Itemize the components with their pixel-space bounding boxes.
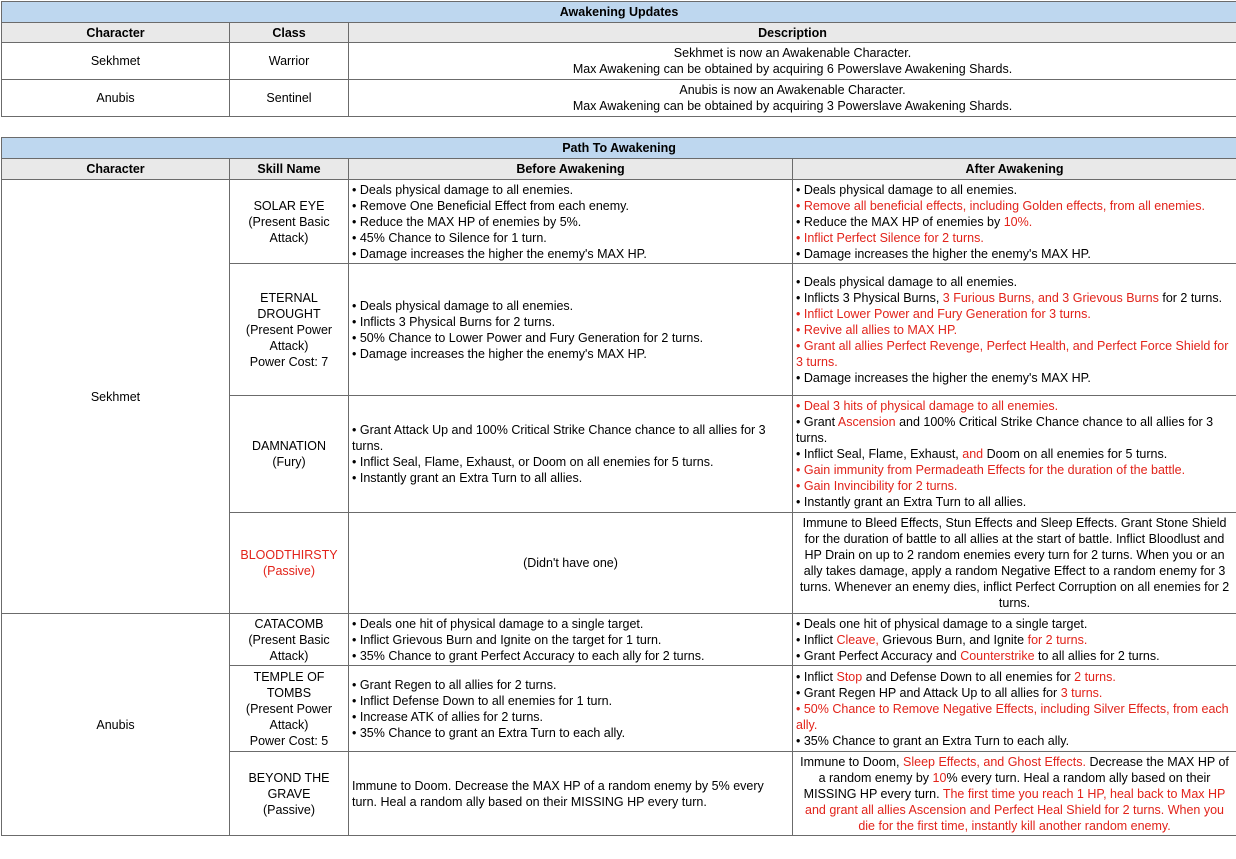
effect-line: • 35% Chance to grant an Extra Turn to each ally. [352, 725, 626, 740]
effect-text: for 2 turns. [1158, 290, 1223, 305]
character-name: Sekhmet [2, 180, 230, 614]
skill-name-line: GRAVE [267, 786, 311, 801]
skill-name-line: BLOODTHIRSTY [240, 548, 338, 562]
effect-line [796, 632, 1233, 648]
effect-line: • Deals one hit of physical damage to a single target. [352, 616, 644, 631]
effect-line: • 35% Chance to grant Perfect Accuracy to each ally for 2 turns. [352, 648, 705, 663]
effect-text: Grievous Burn, and Ignite [878, 632, 1028, 647]
col-header-class: Class [230, 23, 349, 43]
effect-line: • Grant Regen to all allies for 2 turns. [352, 677, 557, 692]
effect-text: • Inflict [796, 632, 837, 647]
before-awakening: (Didn't have one) [349, 513, 793, 614]
col-header-skill-name: Skill Name [230, 159, 349, 180]
effect-line [796, 669, 1233, 685]
skill-name [230, 513, 349, 614]
effect-line: • Deals physical damage to all enemies. [796, 182, 1018, 197]
skill-name-line: (Present Basic [248, 214, 330, 229]
effect-line [796, 648, 1233, 664]
after-awakening [793, 264, 1236, 396]
effect-text-changed: The first time you reach 1 HP, heal back to Max HP and grant all allies Ascension and Perfect Heal Shield for 2 turns. When you die for the first time, instantly kill another random enemy. [805, 786, 1226, 833]
effect-text-changed: 3 turns. [1060, 685, 1103, 700]
table-row [2, 80, 1236, 117]
effect-line [796, 685, 1233, 701]
skill-name [230, 396, 349, 513]
effect-line-changed: • Inflict Lower Power and Fury Generation for 3 turns. [796, 306, 1091, 321]
after-awakening [793, 666, 1236, 752]
effect-text-changed: for 2 turns. [1027, 632, 1088, 647]
skill-name [230, 180, 349, 264]
awakening-updates-table [1, 1, 1236, 117]
awakening-updates-title: Awakening Updates [2, 2, 1236, 23]
skill-name-line: (Fury) [272, 455, 306, 469]
skill-name-line: TEMPLE OF [253, 669, 325, 684]
effect-text: • Inflict [796, 669, 837, 684]
effect-text: and 100% Critical Strike Chance chance to all allies for 3 turns. [796, 415, 1214, 445]
skill-name-line: DROUGHT [257, 306, 321, 321]
effect-line: • Deals physical damage to all enemies. [352, 298, 574, 313]
skill-name-line: ETERNAL [260, 290, 318, 305]
effect-line: • Deals one hit of physical damage to a single target. [796, 616, 1088, 631]
effect-text: Immune to Doom, [800, 754, 903, 769]
effect-text-changed: 10%. [1003, 214, 1033, 229]
path-to-awakening-table [1, 137, 1236, 836]
skill-name-line: Power Cost: 7 [249, 354, 329, 369]
effect-text-changed: Stop [836, 669, 863, 684]
effect-line-changed: • Remove all beneficial effects, including Golden effects, from all enemies. [796, 198, 1205, 213]
effect-text-changed: 3 Furious Burns, and 3 Grievous Burns [942, 290, 1159, 305]
after-awakening [793, 614, 1236, 666]
effect-text-changed: 10 [932, 770, 947, 785]
skill-name-line: (Present Basic [248, 632, 330, 647]
skill-name-line: Attack) [269, 230, 309, 245]
character-name: Anubis [2, 80, 230, 117]
effect-line: • Damage increases the higher the enemy's MAX HP. [796, 246, 1091, 261]
effect-line: • 50% Chance to Lower Power and Fury Generation for 2 turns. [352, 330, 704, 345]
skill-name-line: (Present Power [245, 322, 333, 337]
before-awakening [349, 666, 793, 752]
effect-line: • Reduce the MAX HP of enemies by 5%. [352, 214, 582, 229]
effect-line: • 45% Chance to Silence for 1 turn. [352, 230, 547, 245]
after-awakening [793, 396, 1236, 513]
skill-row-solar-eye [2, 180, 1236, 264]
effect-line: • Increase ATK of allies for 2 turns. [352, 709, 544, 724]
effect-line: • Inflict Grievous Burn and Ignite on the target for 1 turn. [352, 632, 662, 647]
skill-name-line: (Passive) [262, 802, 316, 817]
skill-name-line: Power Cost: 5 [249, 733, 329, 748]
before-awakening: Immune to Doom. Decrease the MAX HP of a random enemy by 5% every turn. Heal a random ally based on their MISSING HP every turn. [349, 752, 793, 836]
effect-text-changed: Cleave, [836, 632, 879, 647]
skill-row-catacomb [2, 614, 1236, 666]
effect-line [796, 214, 1233, 230]
effect-line-changed: • Gain immunity from Permadeath Effects for the duration of the battle. [796, 463, 1186, 477]
effect-line: • Damage increases the higher the enemy's MAX HP. [352, 346, 647, 361]
effect-line-changed: • Revive all allies to MAX HP. [796, 322, 958, 337]
effect-line: • Deals physical damage to all enemies. [352, 182, 574, 197]
effect-text: • Grant [796, 415, 838, 429]
effect-line-changed: • Gain Invincibility for 2 turns. [796, 479, 958, 493]
effect-line [796, 290, 1233, 306]
effect-line: • Inflicts 3 Physical Burns for 2 turns. [352, 314, 556, 329]
effect-line-changed: • Grant all allies Perfect Revenge, Perfect Health, and Perfect Force Shield for 3 turns. [796, 338, 1229, 369]
effect-text-changed: Counterstrike [960, 648, 1035, 663]
col-header-before-awakening: Before Awakening [349, 159, 793, 180]
character-name: Anubis [2, 614, 230, 836]
effect-line: • Instantly grant an Extra Turn to all allies. [796, 495, 1027, 509]
effect-text: • Grant Regen HP and Attack Up to all allies for [796, 685, 1061, 700]
skill-name-line: BEYOND THE [248, 770, 330, 785]
skill-name-line: SOLAR EYE [253, 198, 325, 213]
effect-line: • Remove One Beneficial Effect from each enemy. [352, 198, 629, 213]
character-class: Sentinel [230, 80, 349, 117]
after-awakening [793, 752, 1236, 836]
character-name: Sekhmet [2, 43, 230, 80]
before-awakening [349, 396, 793, 513]
effect-text: and Defense Down to all enemies for [862, 669, 1075, 684]
character-description [349, 80, 1236, 117]
effect-text: • Grant Perfect Accuracy and [796, 648, 961, 663]
col-header-description: Description [349, 23, 1236, 43]
effect-text: % every turn. Heal a random ally based on their MISSING HP every turn. [803, 770, 1211, 801]
effect-line: • Inflict Defense Down to all enemies for 1 turn. [352, 693, 613, 708]
after-awakening: Immune to Bleed Effects, Stun Effects and Sleep Effects. Grant Stone Shield for the duration of battle to all allies at the start of battle. Inflict Bloodlust and HP Drain on up to 2 random enemies every turn for 2 turns. When you or an ally takes damage, apply a random Negative Effect to a random enemy for 3 turns. Whenever an enemy dies, inflict Perfect Corruption on all enemies for 2 turns. [793, 513, 1236, 614]
effect-text-changed: 2 turns. [1074, 669, 1116, 684]
before-awakening [349, 614, 793, 666]
effect-text-changed: Sleep Effects, and Ghost Effects. [903, 754, 1086, 769]
after-awakening [793, 180, 1236, 264]
effect-text: Doom on all enemies for 5 turns. [983, 447, 1168, 461]
effect-text-changed: Ascension [837, 415, 896, 429]
description-line: Anubis is now an Awakenable Character. [679, 83, 906, 97]
effect-line [796, 446, 1233, 462]
effect-line: • Damage increases the higher the enemy's MAX HP. [352, 246, 647, 261]
col-header-character: Character [2, 23, 230, 43]
path-to-awakening-title: Path To Awakening [2, 138, 1236, 159]
table-row [2, 43, 1236, 80]
skill-name-line: TOMBS [266, 685, 312, 700]
skill-name-line: Attack) [269, 648, 309, 663]
character-class: Warrior [230, 43, 349, 80]
effect-line: • Grant Attack Up and 100% Critical Strike Chance chance to all allies for 3 turns. [352, 423, 766, 453]
description-line: Max Awakening can be obtained by acquiring 3 Powerslave Awakening Shards. [572, 99, 1013, 113]
effect-line-changed: • Inflict Perfect Silence for 2 turns. [796, 230, 984, 245]
effect-line-changed: • Deal 3 hits of physical damage to all enemies. [796, 399, 1059, 413]
skill-name-line: CATACOMB [254, 616, 324, 631]
before-awakening [349, 180, 793, 264]
skill-name [230, 264, 349, 396]
effect-line: • Damage increases the higher the enemy's MAX HP. [796, 370, 1091, 385]
description-line: Sekhmet is now an Awakenable Character. [673, 46, 912, 60]
before-awakening [349, 264, 793, 396]
skill-name-line: Attack) [269, 717, 309, 732]
skill-name [230, 666, 349, 752]
effect-line: • Instantly grant an Extra Turn to all allies. [352, 471, 583, 485]
effect-text: to all allies for 2 turns. [1034, 648, 1160, 663]
skill-name [230, 752, 349, 836]
character-description [349, 43, 1236, 80]
col-header-character: Character [2, 159, 230, 180]
effect-line: • Inflict Seal, Flame, Exhaust, or Doom on all enemies for 5 turns. [352, 455, 714, 469]
col-header-after-awakening: After Awakening [793, 159, 1236, 180]
effect-text: Decrease the MAX HP of a random enemy by [818, 754, 1229, 785]
skill-name [230, 614, 349, 666]
effect-text: • Inflict Seal, Flame, Exhaust, [796, 447, 963, 461]
effect-line [796, 414, 1233, 446]
skill-name-line: (Present Power [245, 701, 333, 716]
effect-line: • 35% Chance to grant an Extra Turn to each ally. [796, 733, 1070, 748]
skill-name-line: (Passive) [262, 564, 316, 578]
effect-text-changed: and [962, 447, 984, 461]
effect-text: • Inflicts 3 Physical Burns, [796, 290, 943, 305]
skill-name-line: DAMNATION [251, 439, 327, 453]
skill-name-line: Attack) [269, 338, 309, 353]
effect-text: • Reduce the MAX HP of enemies by [796, 214, 1004, 229]
effect-line: • Deals physical damage to all enemies. [796, 274, 1018, 289]
description-line: Max Awakening can be obtained by acquiring 6 Powerslave Awakening Shards. [572, 62, 1013, 76]
effect-line-changed: • 50% Chance to Remove Negative Effects, including Silver Effects, from each ally. [796, 701, 1229, 732]
